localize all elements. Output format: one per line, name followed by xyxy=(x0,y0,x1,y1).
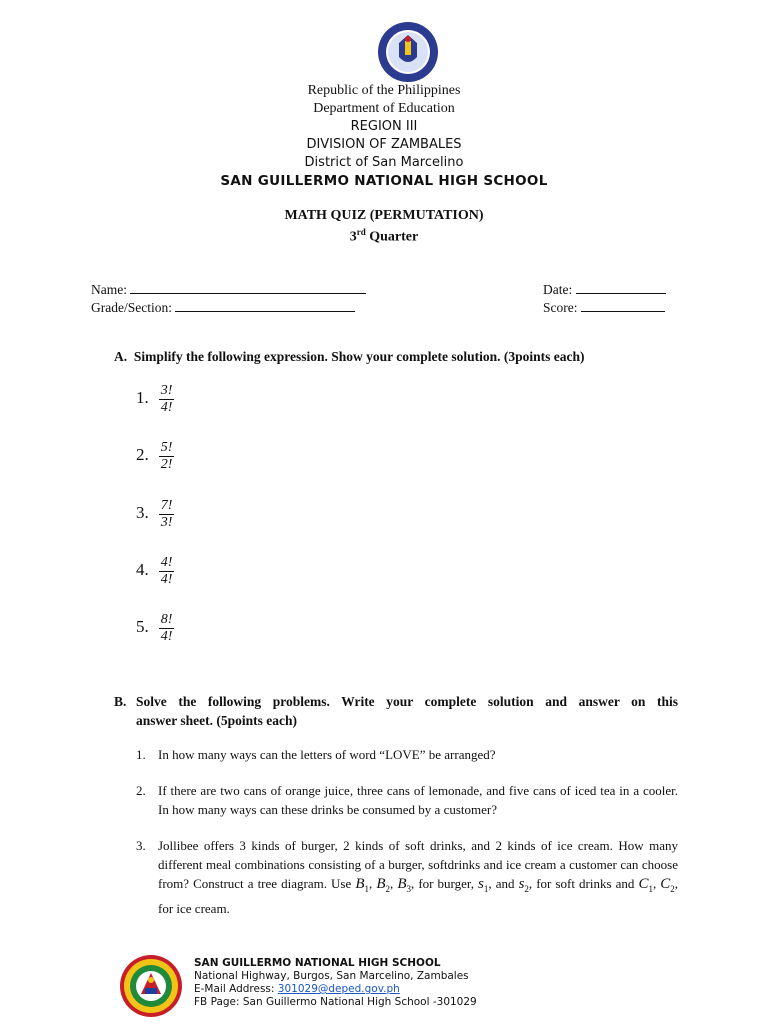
text-and: , and xyxy=(488,876,515,891)
item-number: 4. xyxy=(136,560,149,580)
comma: , xyxy=(390,876,394,891)
section-a-title: A. Simplify the following expression. Show your complete solution. (3points each) xyxy=(114,349,585,364)
school-name-heading: SAN GUILLERMO NATIONAL HIGH SCHOOL xyxy=(220,173,548,189)
header-line-district: District of San Marcelino xyxy=(304,155,464,170)
text-for-ice-cream: , for ice cream. xyxy=(158,876,679,916)
section-a-item-3 xyxy=(136,498,174,531)
numerator: 4! xyxy=(160,555,173,570)
text-for-soft-drinks: , for soft drinks and xyxy=(528,876,635,891)
denominator: 4! xyxy=(160,629,173,644)
item-number: 2. xyxy=(136,445,149,465)
var-c2: $C_2$ xyxy=(660,876,675,894)
section-a-item-1 xyxy=(136,383,174,416)
numerator: 5! xyxy=(160,440,173,455)
name-blank[interactable] xyxy=(130,281,366,294)
name-label: Name: xyxy=(91,282,127,297)
problem-text: If there are two cans of orange juice, three cans of lemonade, and five cans of iced tea in a cooler. In how many ways can these drinks be consumed by a customer? xyxy=(158,783,678,817)
section-b-letter: B. xyxy=(114,694,127,709)
denominator: 4! xyxy=(160,572,173,587)
var-s1: $s_1$ xyxy=(478,876,489,894)
text-for-burger: , for burger, xyxy=(411,876,474,891)
denominator: 2! xyxy=(160,457,173,472)
denominator: 4! xyxy=(160,400,173,415)
header-line-deped: Department of Education xyxy=(313,101,455,116)
fraction xyxy=(159,555,175,588)
item-number: 3. xyxy=(136,503,149,523)
item-number: 1. xyxy=(136,388,149,408)
var-b1: $B_1$ xyxy=(355,876,369,894)
footer-email-line xyxy=(194,983,477,996)
problem-1 xyxy=(136,745,678,764)
quarter-suffix: rd xyxy=(356,227,366,237)
section-b-title xyxy=(136,692,678,730)
quiz-title: MATH QUIZ (PERMUTATION) xyxy=(284,208,484,223)
name-field[interactable] xyxy=(91,281,366,298)
quarter-word: Quarter xyxy=(369,229,419,245)
grade-section-label: Grade/Section: xyxy=(91,300,172,315)
footer-email-label: E-Mail Address: xyxy=(194,983,275,995)
problem-3-body: Jollibee offers 3 kinds of burger, 2 kinds of soft drinks, and 2 kinds of ice cream. How many different meal combinations consisting of a burger, softdrinks and ice cream a customer can choose from? Construct a tree diagram. Use xyxy=(158,838,678,891)
denominator: 3! xyxy=(160,515,173,530)
section-a-item-5 xyxy=(136,612,174,645)
comma: , xyxy=(652,876,657,891)
score-field[interactable] xyxy=(543,299,665,316)
score-blank[interactable] xyxy=(581,299,665,312)
school-seal-logo xyxy=(119,954,183,1018)
problem-text: In how many ways can the letters of word “LOVE” be arranged? xyxy=(158,747,496,762)
var-s2: $s_2$ xyxy=(518,876,529,894)
header-line-republic: Republic of the Philippines xyxy=(307,83,461,98)
header-line-region: REGION III xyxy=(350,119,418,134)
footer xyxy=(194,957,477,1009)
deped-seal-logo xyxy=(377,21,439,83)
problem-number: 2. xyxy=(136,783,146,798)
section-a-item-2 xyxy=(136,440,174,473)
fraction xyxy=(159,498,175,531)
footer-fb-page: FB Page: San Guillermo National High School -301029 xyxy=(194,996,477,1008)
date-field[interactable] xyxy=(543,281,666,298)
var-c1: $C_1$ xyxy=(638,876,653,894)
section-b-title-line-1: Solve the following problems. Write your complete solution and answer on this xyxy=(136,694,678,709)
quarter-label xyxy=(0,227,768,246)
problem-number: 3. xyxy=(136,838,146,853)
grade-section-field[interactable] xyxy=(91,299,355,316)
section-b-title-line-2: answer sheet. (5points each) xyxy=(136,713,297,728)
fraction xyxy=(159,612,175,645)
var-b3: $B_3$ xyxy=(397,876,411,894)
problem-2 xyxy=(136,781,678,819)
numerator: 3! xyxy=(160,383,173,398)
fraction xyxy=(159,440,175,473)
date-label: Date: xyxy=(543,282,573,297)
comma: , xyxy=(369,876,373,891)
item-number: 5. xyxy=(136,617,149,637)
numerator: 8! xyxy=(160,612,173,627)
var-b2: $B_2$ xyxy=(376,876,390,894)
problem-3 xyxy=(136,836,678,918)
section-a-item-4 xyxy=(136,555,174,588)
date-blank[interactable] xyxy=(576,281,666,294)
footer-email-link[interactable]: 301029@deped.gov.ph xyxy=(277,983,400,995)
problem-text xyxy=(158,836,678,918)
grade-section-blank[interactable] xyxy=(175,299,355,312)
fraction xyxy=(159,383,175,416)
numerator: 7! xyxy=(160,498,173,513)
problem-number: 1. xyxy=(136,747,146,762)
score-label: Score: xyxy=(543,300,578,315)
quarter-number: 3 xyxy=(349,229,357,245)
header-line-division: DIVISION OF ZAMBALES xyxy=(306,137,462,152)
footer-school-name: SAN GUILLERMO NATIONAL HIGH SCHOOL xyxy=(194,957,441,969)
footer-address: National Highway, Burgos, San Marcelino, Zambales xyxy=(194,970,469,982)
